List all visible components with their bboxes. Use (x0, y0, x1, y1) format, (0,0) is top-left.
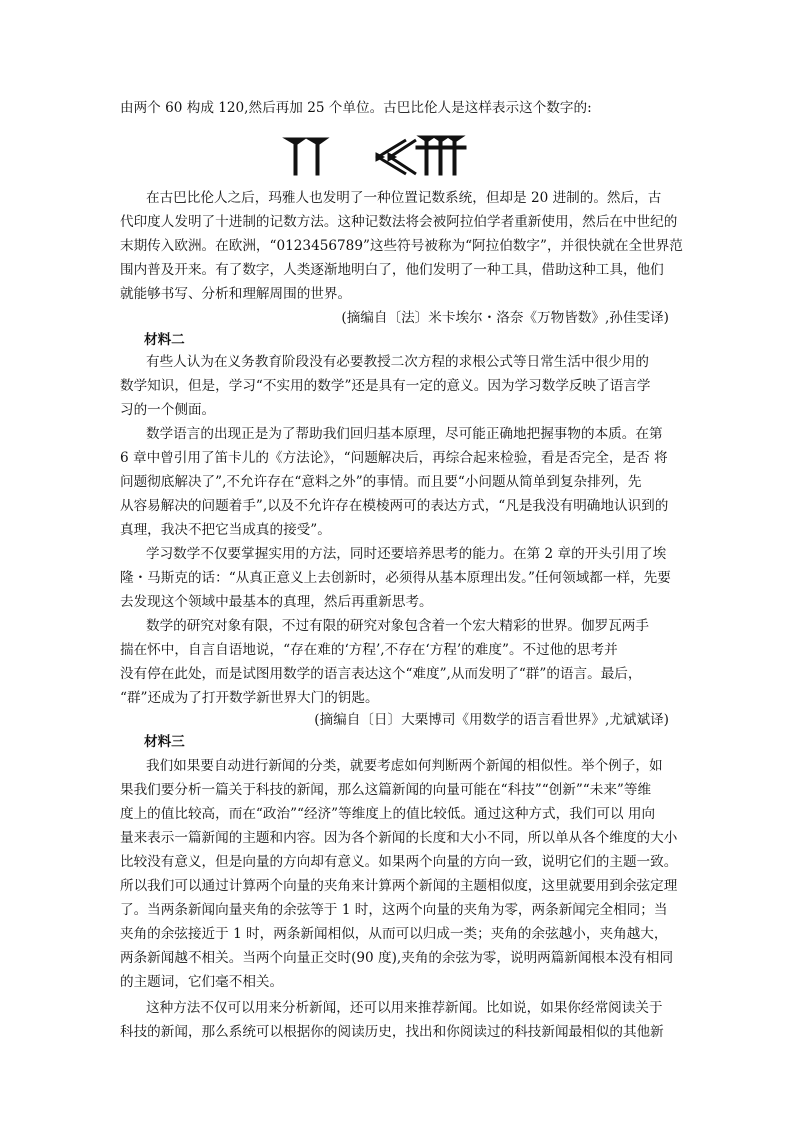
source-citation: (摘编自〔法〕米卡埃尔・洛奈《万物皆数》,孙佳雯译) (341, 310, 669, 326)
m3-line: 果我们要分析一篇关于科技的新闻，那么这篇新闻的向量可能在“科技”“创新”“未来”等维 (120, 782, 652, 798)
m2-line: 数学知识，但是，学习“不实用的数学”还是具有一定的意义。因为学习数学反映了语言学 (120, 378, 651, 394)
m2-line: 有些人认为在义务教育阶段没有必要教授二次方程的求根公式等日常生活中很少用的 (146, 354, 649, 370)
m3-line: 夹角的余弦接近于 1 时，两条新闻相似，从而可以归成一类；夹角的余弦越小，夹角越大， (120, 926, 668, 942)
m3-line: 所以我们可以通过计算两个向量的夹角来计算两个新闻的主题相似度，这里就要用到余弦定理 (120, 878, 678, 894)
m2-line: 真理，我决不把它当成真的接受”。 (120, 522, 331, 538)
m3-line: 量来表示一篇新闻的主题和内容。因为各个新闻的长度和大小不同，所以单从各个维度的大小 (120, 830, 678, 846)
m1-line: 就能够书写、分析和理解周围的世界。 (120, 286, 352, 302)
m3-line: 我们如果要自动进行新闻的分类，就要考虑如何判断两个新闻的相似性。举个例子，如 (146, 758, 663, 774)
intro-line: 由两个 60 构成 120,然后再加 25 个单位。古巴比伦人是这样表示这个数字的: (120, 100, 592, 116)
m2-line: 学习数学不仅要掌握实用的方法，同时还要培养思考的能力。在第 2 章的开头引用了埃 (146, 546, 667, 562)
m2-line: 从容易解决的问题着手”,以及不允许存在模棱两可的表达方式，“凡是我没有明确地认识到的 (120, 498, 669, 514)
m1-line: 围内普及开来。有了数字，人类逐渐地明白了，他们发明了一种工具，借助这种工具，他们 (120, 262, 664, 278)
m3-line: 这种方法不仅可以用来分析新闻，还可以用来推荐新闻。比如说，如果你经常阅读关于 (146, 1000, 663, 1016)
m3-line: 两条新闻越不相关。当两个向量正交时(90 度),夹角的余弦为零，说明两篇新闻根本没有相同 (120, 950, 674, 966)
m2-line: 去发现这个领域中最基本的真理，然后再重新思考。 (120, 594, 433, 610)
m3-line: 了。当两条新闻向量夹角的余弦等于 1 时，这两个向量的夹角为零，两条新闻完全相同；当 (120, 902, 668, 918)
m3-line: 的主题词，它们毫不相关。 (120, 974, 284, 990)
section-heading: 材料三 (144, 734, 185, 750)
m2-line: 6 章中曾引用了笛卡儿的《方法论》，“问题解决后，再综合起来检验，看是否完全，是否 将 (120, 450, 668, 466)
m2-line: 问题彻底解决了”,不允许存在“意料之外”的事情。而且要“小问题从简单到复杂排列，先 (120, 474, 642, 490)
m2-line: 隆・马斯克的话：“从真正意义上去创新时，必须得从基本原理出发。”任何领域都一样，先要 (120, 570, 671, 586)
m2-line: “群”还成为了打开数学新世界大门的钥匙。 (120, 690, 379, 706)
m1-line: 在古巴比伦人之后，玛雅人也发明了一种位置记数系统，但却是 20 进制的。然后，古 (146, 190, 662, 206)
m1-line: 代印度人发明了十进制的记数方法。这种记数法将会被阿拉伯学者重新使用，然后在中世纪的 (120, 214, 678, 230)
source-citation: (摘编自〔日〕大栗博司《用数学的语言看世界》,尤斌斌译) (314, 712, 669, 728)
m2-line: 数学语言的出现正是为了帮助我们回归基本原理，尽可能正确地把握事物的本质。在第 (146, 426, 663, 442)
m1-line: 末期传入欧洲。在欧洲，“0123456789”这些符号被称为“阿拉伯数字”，并很快就在全世界范 (120, 238, 683, 254)
m2-line: 习的一个侧面。 (120, 402, 216, 418)
m2-line: 没有停在此处，而是试图用数学的语言表达这个“难度”,从而发明了“群”的语言。最后， (120, 666, 642, 682)
m2-line: 揣在怀中，自言自语地说，“存在难的‘方程’,不存在‘方程’的难度”。不过他的思考并 (120, 642, 618, 658)
m3-line: 度上的值比较高，而在“政治”“经济”等维度上的值比较低。通过这种方式，我们可以 用向 (120, 806, 656, 822)
m2-line: 数学的研究对象有限，不过有限的研究对象包含着一个宏大精彩的世界。伽罗瓦两手 (146, 618, 649, 634)
section-heading: 材料二 (144, 332, 185, 348)
m3-line: 比较没有意义，但是向量的方向却有意义。如果两个向量的方向一致，说明它们的主题一致。 (120, 854, 678, 870)
babylonian-cuneiform-numeral (280, 132, 470, 182)
m3-line: 科技的新闻，那么系统可以根据你的阅读历史，找出和你阅读过的科技新闻最相似的其他新 (120, 1024, 664, 1040)
